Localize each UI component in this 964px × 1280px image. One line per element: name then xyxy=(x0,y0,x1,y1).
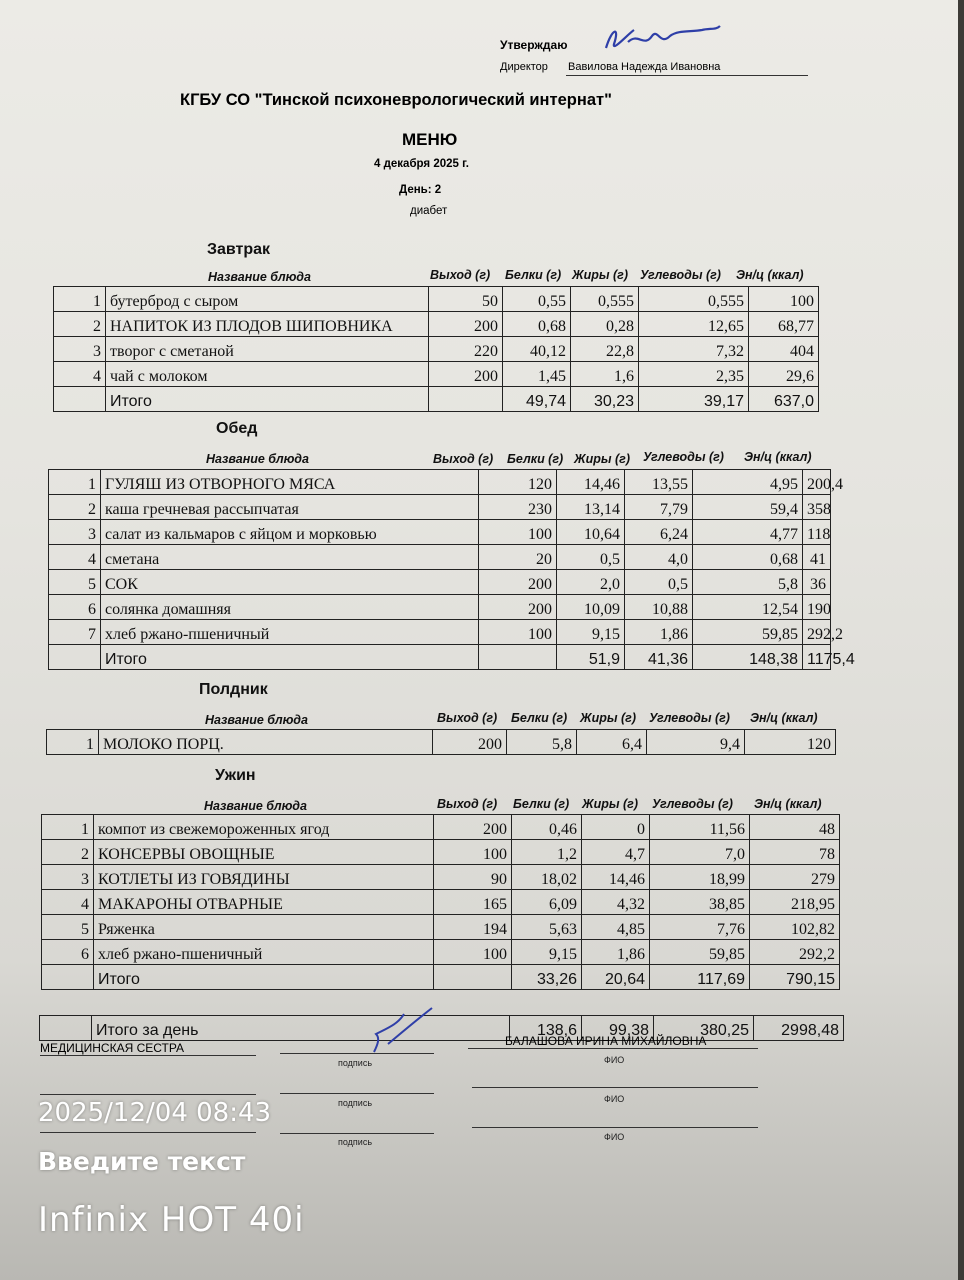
dish-protein: 9,15 xyxy=(512,940,582,965)
total-row xyxy=(54,387,819,412)
dish-protein: 2,0 xyxy=(557,570,625,595)
dish-yield: 100 xyxy=(479,520,557,545)
fio-caption: ФИО xyxy=(604,1055,625,1065)
dish-carbs: 59,85 xyxy=(693,620,803,645)
dish-yield: 165 xyxy=(434,890,512,915)
day-total-carbs: 380,25 xyxy=(654,1016,754,1041)
dish-yield: 100 xyxy=(434,840,512,865)
dish-energy: 358 xyxy=(803,495,831,520)
dish-protein: 0,68 xyxy=(503,312,571,337)
dish-name: ГУЛЯШ ИЗ ОТВОРНОГО МЯСА xyxy=(101,470,479,495)
dish-protein: 0,55 xyxy=(503,287,571,312)
dish-energy: 100 xyxy=(749,287,819,312)
section-title-snack: Полдник xyxy=(199,681,268,698)
row-number: 1 xyxy=(42,815,94,840)
dish-energy: 292,2 xyxy=(750,940,840,965)
approval-label: Утверждаю xyxy=(500,38,568,52)
dish-yield: 220 xyxy=(429,337,503,362)
dish-carbs: 7,0 xyxy=(650,840,750,865)
col-header-energy: Эн/ц (ккал) xyxy=(744,450,812,464)
col-header-yield: Выход (г) xyxy=(437,711,498,725)
dish-carbs: 59,85 xyxy=(650,940,750,965)
dish-fat: 22,8 xyxy=(571,337,639,362)
dish-energy: 48 xyxy=(750,815,840,840)
total-fat: 20,64 xyxy=(582,965,650,990)
dish-yield: 200 xyxy=(429,362,503,387)
director-signature xyxy=(598,22,723,56)
table-row xyxy=(49,545,831,570)
total-fat: 30,23 xyxy=(571,387,639,412)
table-row xyxy=(49,520,831,545)
col-header-protein: Белки (г) xyxy=(505,268,562,282)
total-protein: 33,26 xyxy=(512,965,582,990)
section-title-lunch: Обед xyxy=(216,420,258,437)
dish-protein: 10,09 xyxy=(557,595,625,620)
row-number: 4 xyxy=(49,545,101,570)
table-row xyxy=(42,840,840,865)
col-header-fat: Жиры (г) xyxy=(580,711,637,725)
dish-name: КОНСЕРВЫ ОВОЩНЫЕ xyxy=(94,840,434,865)
dish-yield: 200 xyxy=(479,570,557,595)
total-row xyxy=(40,1016,844,1041)
total-energy: 1175,4 xyxy=(803,645,831,670)
day-total-table xyxy=(39,1015,844,1041)
col-header-fat: Жиры (г) xyxy=(582,797,639,811)
table-row xyxy=(54,287,819,312)
dish-energy: 36 xyxy=(803,570,831,595)
fio-caption: ФИО xyxy=(604,1094,625,1104)
dinner-table xyxy=(41,814,840,990)
breakfast-table xyxy=(53,286,819,412)
total-label: Итого xyxy=(94,965,434,990)
signature-caption: подпись xyxy=(338,1058,373,1068)
row-number: 3 xyxy=(49,520,101,545)
col-header-protein: Белки (г) xyxy=(513,797,570,811)
col-header-yield: Выход (г) xyxy=(437,797,498,811)
dish-carbs: 2,35 xyxy=(639,362,749,387)
dish-protein: 0,46 xyxy=(512,815,582,840)
table-row xyxy=(49,620,831,645)
diet-type: диабет xyxy=(410,205,448,217)
dish-fat: 0,5 xyxy=(625,570,693,595)
col-header-protein: Белки (г) xyxy=(507,452,564,466)
total-protein: 49,74 xyxy=(503,387,571,412)
dish-fat: 4,0 xyxy=(625,545,693,570)
nurse-title: МЕДИЦИНСКАЯ СЕСТРА xyxy=(40,1041,185,1055)
col-header-fat: Жиры (г) xyxy=(574,452,631,466)
dish-protein: 0,5 xyxy=(557,545,625,570)
col-header-name: Название блюда xyxy=(208,270,311,284)
dish-energy: 41 xyxy=(803,545,831,570)
dish-fat: 6,4 xyxy=(577,730,647,755)
dish-energy: 404 xyxy=(749,337,819,362)
row-number: 2 xyxy=(49,495,101,520)
table-row xyxy=(54,362,819,387)
row-number: 7 xyxy=(49,620,101,645)
dish-energy: 29,6 xyxy=(749,362,819,387)
dish-carbs: 5,8 xyxy=(693,570,803,595)
col-header-energy: Эн/ц (ккал) xyxy=(736,268,804,282)
dish-energy: 218,95 xyxy=(750,890,840,915)
row-number: 4 xyxy=(54,362,106,387)
row-number: 5 xyxy=(42,915,94,940)
total-carbs: 39,17 xyxy=(639,387,749,412)
dish-energy: 200,4 xyxy=(803,470,831,495)
col-header-name: Название блюда xyxy=(206,452,309,466)
total-carbs: 148,38 xyxy=(693,645,803,670)
row-number: 2 xyxy=(54,312,106,337)
fio-caption: ФИО xyxy=(604,1132,625,1142)
col-header-energy: Эн/ц (ккал) xyxy=(750,711,818,725)
dish-name: салат из кальмаров с яйцом и морковью xyxy=(101,520,479,545)
dish-yield: 230 xyxy=(479,495,557,520)
row-number: 1 xyxy=(47,730,99,755)
table-row xyxy=(42,865,840,890)
dish-fat: 6,24 xyxy=(625,520,693,545)
dish-energy: 279 xyxy=(750,865,840,890)
menu-day: День: 2 xyxy=(399,184,442,196)
dish-yield: 90 xyxy=(434,865,512,890)
table-row xyxy=(49,595,831,620)
total-row xyxy=(49,645,831,670)
lunch-table xyxy=(48,469,855,670)
dish-name: чай с молоком xyxy=(106,362,429,387)
dish-energy: 102,82 xyxy=(750,915,840,940)
total-carbs: 117,69 xyxy=(650,965,750,990)
col-header-name: Название блюда xyxy=(205,713,308,727)
dish-name: КОТЛЕТЫ ИЗ ГОВЯДИНЫ xyxy=(94,865,434,890)
row-number: 3 xyxy=(42,865,94,890)
dish-name: МАКАРОНЫ ОТВАРНЫЕ xyxy=(94,890,434,915)
dish-carbs: 7,76 xyxy=(650,915,750,940)
dish-carbs: 4,77 xyxy=(693,520,803,545)
total-row xyxy=(42,965,840,990)
table-row xyxy=(42,890,840,915)
row-number: 1 xyxy=(54,287,106,312)
dish-carbs: 4,95 xyxy=(693,470,803,495)
page-title: МЕНЮ xyxy=(402,130,458,149)
dish-fat: 1,86 xyxy=(582,940,650,965)
col-header-yield: Выход (г) xyxy=(430,268,491,282)
dish-fat: 0,555 xyxy=(571,287,639,312)
photo-timestamp: 2025/12/04 08:43 xyxy=(38,1098,272,1128)
row-number: 5 xyxy=(49,570,101,595)
dish-protein: 13,14 xyxy=(557,495,625,520)
dish-name: хлеб ржано-пшеничный xyxy=(101,620,479,645)
day-total-energy: 2998,48 xyxy=(754,1016,844,1041)
dish-protein: 6,09 xyxy=(512,890,582,915)
camera-brand-watermark: Infinix HOT 40i xyxy=(38,1200,305,1240)
dish-carbs: 0,68 xyxy=(693,545,803,570)
dish-energy: 120 xyxy=(745,730,836,755)
nurse-name: БАЛАШОВА ИРИНА МИХАЙЛОВНА xyxy=(505,1034,707,1048)
dish-fat: 14,46 xyxy=(582,865,650,890)
menu-date: 4 декабря 2025 г. xyxy=(374,158,469,170)
col-header-name: Название блюда xyxy=(204,799,307,813)
col-header-carbs: Углеводы (г) xyxy=(643,450,724,464)
dish-protein: 18,02 xyxy=(512,865,582,890)
row-number: 6 xyxy=(49,595,101,620)
row-number: 1 xyxy=(49,470,101,495)
dish-protein: 1,2 xyxy=(512,840,582,865)
table-row xyxy=(54,312,819,337)
dish-yield: 120 xyxy=(479,470,557,495)
row-number: 2 xyxy=(42,840,94,865)
total-fat: 41,36 xyxy=(625,645,693,670)
row-number: 6 xyxy=(42,940,94,965)
dish-name: СОК xyxy=(101,570,479,595)
dish-carbs: 11,56 xyxy=(650,815,750,840)
dish-protein: 5,8 xyxy=(507,730,577,755)
col-header-fat: Жиры (г) xyxy=(572,268,629,282)
dish-yield: 100 xyxy=(434,940,512,965)
dish-name: солянка домашняя xyxy=(101,595,479,620)
dish-energy: 78 xyxy=(750,840,840,865)
dish-fat: 1,86 xyxy=(625,620,693,645)
dish-fat: 4,7 xyxy=(582,840,650,865)
dish-name: Ряженка xyxy=(94,915,434,940)
dish-fat: 1,6 xyxy=(571,362,639,387)
dish-protein: 40,12 xyxy=(503,337,571,362)
dish-name: творог с сметаной xyxy=(106,337,429,362)
col-header-energy: Эн/ц (ккал) xyxy=(754,797,822,811)
col-header-carbs: Углеводы (г) xyxy=(652,797,733,811)
dish-carbs: 12,54 xyxy=(693,595,803,620)
dish-yield: 200 xyxy=(429,312,503,337)
dish-fat: 4,32 xyxy=(582,890,650,915)
day-total-fat: 99,38 xyxy=(582,1016,654,1041)
table-row xyxy=(42,915,840,940)
total-label: Итого xyxy=(101,645,479,670)
row-number: 3 xyxy=(54,337,106,362)
day-total-label: Итого за день xyxy=(92,1016,510,1041)
dish-energy: 292,2 xyxy=(803,620,831,645)
total-label: Итого xyxy=(106,387,429,412)
nurse-signature xyxy=(368,1004,438,1056)
director-label: Директор xyxy=(500,61,548,73)
dish-yield: 200 xyxy=(433,730,507,755)
dish-fat: 7,79 xyxy=(625,495,693,520)
col-header-yield: Выход (г) xyxy=(433,452,494,466)
dish-energy: 190 xyxy=(803,595,831,620)
table-row xyxy=(47,730,836,755)
dish-name: компот из свежемороженных ягод xyxy=(94,815,434,840)
institution-name: КГБУ СО "Тинской психоневрологический интернат" xyxy=(180,91,612,109)
dish-energy: 118 xyxy=(803,520,831,545)
total-energy: 790,15 xyxy=(750,965,840,990)
dish-yield: 20 xyxy=(479,545,557,570)
table-row xyxy=(42,940,840,965)
dish-energy: 68,77 xyxy=(749,312,819,337)
dish-fat: 10,88 xyxy=(625,595,693,620)
signature-caption: подпись xyxy=(338,1137,373,1147)
total-protein: 51,9 xyxy=(557,645,625,670)
col-header-carbs: Углеводы (г) xyxy=(649,711,730,725)
dish-fat: 13,55 xyxy=(625,470,693,495)
table-row xyxy=(42,815,840,840)
dish-carbs: 12,65 xyxy=(639,312,749,337)
section-title-breakfast: Завтрак xyxy=(207,241,271,258)
dish-fat: 4,85 xyxy=(582,915,650,940)
dish-carbs: 7,32 xyxy=(639,337,749,362)
table-row xyxy=(49,570,831,595)
dish-yield: 100 xyxy=(479,620,557,645)
table-row xyxy=(54,337,819,362)
dish-name: хлеб ржано-пшеничный xyxy=(94,940,434,965)
dish-protein: 14,46 xyxy=(557,470,625,495)
dish-yield: 194 xyxy=(434,915,512,940)
dish-carbs: 38,85 xyxy=(650,890,750,915)
row-number: 4 xyxy=(42,890,94,915)
photo-caption-placeholder: Введите текст xyxy=(38,1147,246,1176)
dish-name: НАПИТОК ИЗ ПЛОДОВ ШИПОВНИКА xyxy=(106,312,429,337)
dish-protein: 10,64 xyxy=(557,520,625,545)
dish-yield: 200 xyxy=(479,595,557,620)
director-name: Вавилова Надежда Ивановна xyxy=(568,61,721,73)
total-energy: 637,0 xyxy=(749,387,819,412)
dish-yield: 50 xyxy=(429,287,503,312)
table-row xyxy=(49,470,831,495)
signature-caption: подпись xyxy=(338,1098,373,1108)
table-row xyxy=(49,495,831,520)
dish-protein: 9,15 xyxy=(557,620,625,645)
section-title-dinner: Ужин xyxy=(215,767,256,784)
dish-yield: 200 xyxy=(434,815,512,840)
dish-protein: 5,63 xyxy=(512,915,582,940)
dish-fat: 0 xyxy=(582,815,650,840)
dish-name: сметана xyxy=(101,545,479,570)
dish-name: каша гречневая рассыпчатая xyxy=(101,495,479,520)
col-header-protein: Белки (г) xyxy=(511,711,568,725)
snack-table xyxy=(46,729,836,755)
dish-fat: 0,28 xyxy=(571,312,639,337)
dish-protein: 1,45 xyxy=(503,362,571,387)
dish-carbs: 18,99 xyxy=(650,865,750,890)
day-total-protein: 138,6 xyxy=(510,1016,582,1041)
col-header-carbs: Углеводы (г) xyxy=(640,268,721,282)
dish-carbs: 59,4 xyxy=(693,495,803,520)
dish-name: МОЛОКО ПОРЦ. xyxy=(99,730,433,755)
dish-carbs: 9,4 xyxy=(647,730,745,755)
dish-carbs: 0,555 xyxy=(639,287,749,312)
dish-name: бутерброд с сыром xyxy=(106,287,429,312)
